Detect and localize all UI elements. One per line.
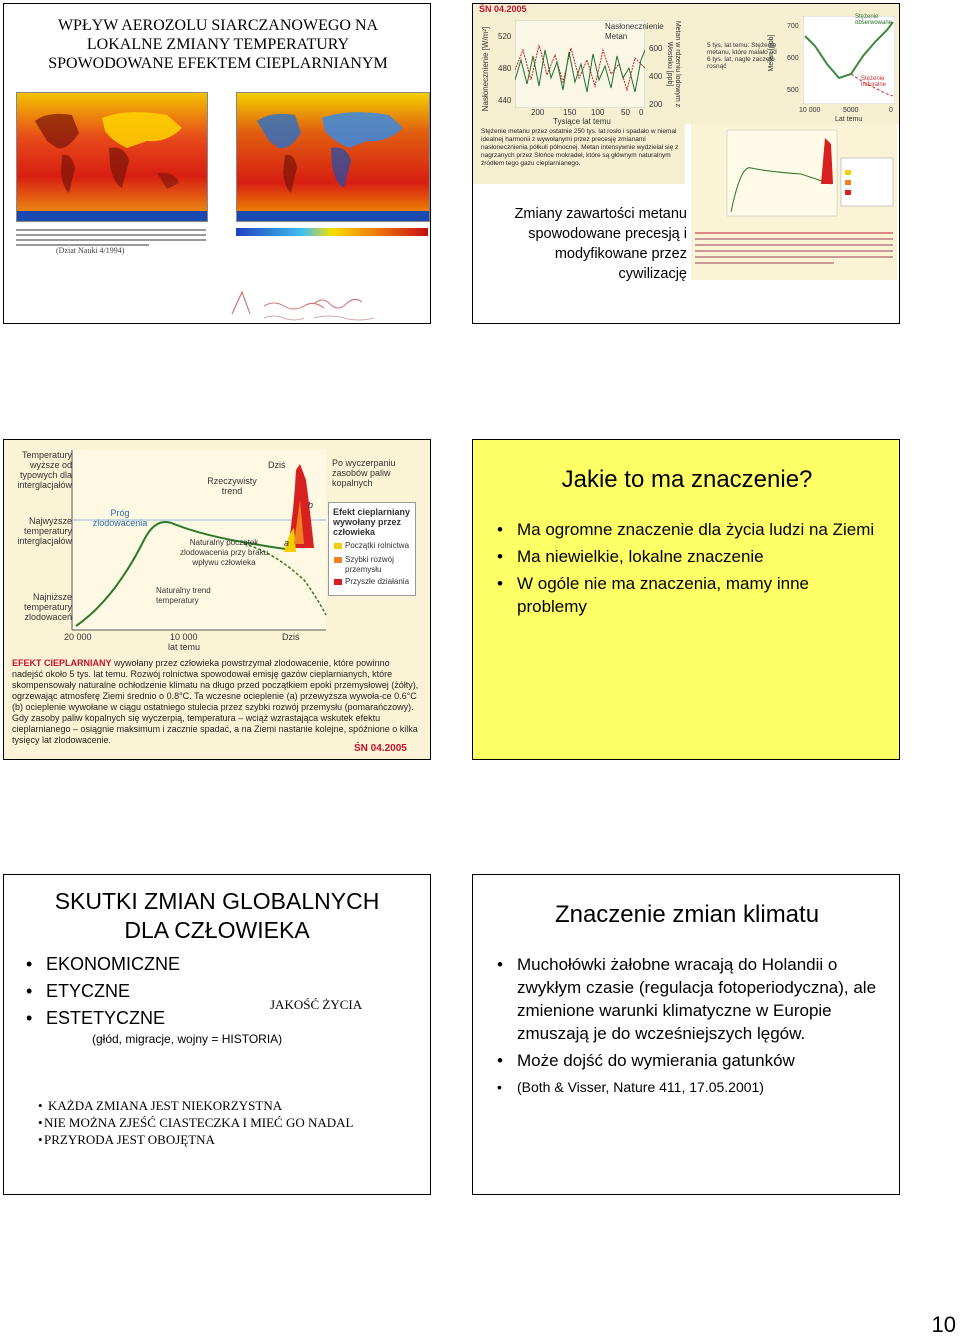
methane-inset-panel	[685, 4, 899, 124]
history-note: (głód, migracje, wojny = HISTORIA)	[92, 1032, 283, 1046]
legend-item-3: Przyszłe działania	[345, 577, 410, 586]
tick-x-20000: 20 000	[64, 632, 92, 642]
note-item: • PRZYRODA JEST OBOJĘTNA	[38, 1131, 428, 1148]
inset-title: 5 tys. lat temu: Stężenie metanu, które malało od 6 tys. lat, nagle zaczęło rosnąć	[707, 42, 777, 70]
inset-tick-y-2: 600	[787, 55, 799, 62]
legend-insolation: Nasłonecznienie	[605, 22, 664, 31]
quality-of-life: JAKOŚĆ ŻYCIA	[270, 997, 363, 1012]
mini-temperature-figure	[691, 124, 897, 280]
slide-title: Jakie to ma znaczenie?	[561, 466, 813, 493]
tick-x-3: 100	[591, 108, 605, 117]
label-fuels: Po wyczerpaniu zasobów paliw kopalnych	[332, 458, 396, 488]
reference-item: • (Both & Visser, Nature 411, 17.05.2001)	[497, 1076, 887, 1099]
axis-left-label: Nasłonecznienie [W/m²]	[481, 26, 490, 112]
mark-b: b	[308, 500, 314, 510]
tick-right-1: 600	[649, 44, 663, 53]
bullet-item: • Ma ogromne znaczenie dla życia ludzi na Ziemi	[497, 518, 877, 541]
bullet-item: • ETYCZNE	[26, 978, 266, 1005]
x-axis-label: Tysiące lat temu	[553, 117, 611, 126]
scale-bar	[236, 228, 428, 238]
mini-caption-lines	[695, 228, 893, 268]
axis-right-label: Metan w rdzeniu lodowym z Wostoku [ppb]	[666, 20, 681, 108]
note-item: • NIE MOŻNA ZJEŚĆ CIASTECZKA I MIEĆ GO NADAL	[38, 1114, 428, 1131]
figure-source-tag: ŚN 04.2005	[354, 743, 407, 754]
label-natural-start: Naturalny początek zlodowacenia przy braku wpływu człowieka	[179, 538, 269, 567]
tick-x-today: Dziś	[282, 632, 300, 642]
slide-aerosol-maps	[3, 3, 431, 324]
bullet-item: • Może dojść do wymierania gatunków	[497, 1049, 887, 1072]
inset-label-observed: Stężenie obserwowane	[855, 14, 893, 26]
bullet-item: • EKONOMICZNE	[26, 951, 266, 978]
world-map-left	[16, 92, 208, 222]
figure-caption-text: wywołany przez człowieka powstrzymał zlodowacenie, które powinno nadejść około 5 tys. lat temu. Rozwój rolnictwa spowodował emisję gazów cieplarnianych, które skompensowały naturalne ochłodzenie klimatu na długo przed początkiem epoki przemysłowej (żółty), ogrzewając atmosferę Ziemi średnio o 0.8°C. Ta wczesne ocieplenie (a) przewyższa wywoła-ce 0.6°C (b) ocieplenie wywołane w ciągu ostatniego stulecia przez szybki rozwój przemysłu (pomarańczowy). Gdy zasoby paliw kopalnych się wyczerpią, temperatura – wciąż wzrastająca wskutek efektu cieplarnianego – osiągnie maksimum i zacznie spadać, a na Ziemi nastanie kolejne, spóźnione o kilka tysięcy lat zlodowacenie.	[12, 658, 419, 745]
inset-chart	[803, 16, 895, 104]
slide-question	[472, 439, 900, 760]
slide-greenhouse-figure	[3, 439, 431, 760]
tick-right-2: 400	[649, 72, 663, 81]
figure-caption	[12, 658, 420, 746]
inset-tick-y-3: 500	[787, 87, 799, 94]
tick-x-1: 200	[531, 108, 545, 117]
note-item: • KAŻDA ZMIANA JEST NIEKORZYSTNA	[38, 1097, 428, 1114]
tick-x-10000: 10 000	[170, 632, 198, 642]
inset-ylabel: Metan [ppb]	[768, 34, 775, 72]
tick-left-3: 440	[498, 96, 512, 105]
label-temp-above: Temperatury wyższe od typowych dla interglacjałów	[17, 450, 72, 490]
source-note: (Dziat Nauki 4/1994)	[56, 246, 125, 255]
slide-title: WPŁYW AEROZOLU SIARCZANOWEGO NA LOKALNE ZMIANY TEMPERATURY SPOWODOWANE EFEKTEM CIEPLARNIANYM	[48, 17, 388, 72]
label-threshold: Próg zlodowacenia	[92, 508, 148, 528]
bullet-list	[497, 953, 887, 1099]
methane-chart-panel	[473, 4, 685, 184]
mark-a: a	[284, 538, 290, 548]
handwritten-annotation	[224, 284, 424, 324]
bullet-item: • ESTETYCZNE	[26, 1005, 266, 1032]
bullet-item: • Muchołówki żałobne wracają do Holandii o zwykłym czasie (regulacja fotoperiodyczna), ale zmienione warunki klimatyczne w Europie zmuszają je do wcześniejszych lęgów.	[497, 953, 887, 1045]
tick-x-2: 150	[563, 108, 577, 117]
inset-xlabel: Lat temu	[835, 116, 863, 123]
slide-text: Zmiany zawartości metanu spowodowane precesją i modyfikowane przez cywilizację	[514, 206, 687, 282]
slide-title: Znaczenie zmian klimatu	[554, 901, 820, 928]
slide-methane	[472, 3, 900, 324]
legend-methane: Metan	[605, 32, 628, 41]
legend-box-title: Efekt cieplarniany wywołany przez człowieka	[333, 507, 411, 537]
inset-tick-y-1: 700	[787, 23, 799, 30]
notes-list	[38, 1097, 428, 1148]
inset-tick-x-3: 0	[889, 107, 893, 114]
slide-effects	[3, 874, 431, 1195]
label-today: Dziś	[268, 460, 286, 470]
inset-tick-x-2: 5000	[843, 107, 859, 114]
slide-title: SKUTKI ZMIAN GLOBALNYCH DLA CZŁOWIEKA	[54, 888, 380, 943]
methane-caption: Stężenie metanu przez ostatnie 250 tys. lat rosło i spadało w niemal idealnej harmonii z wywołanymi przez precesję zmianami nasłonecznienia półkuli północnej. Metan intensywnie wydzielał się z nagrzanych przez Słońce mokradeł, które są głównym naturalnym źródłem tego gazu cieplarnianego.	[481, 128, 679, 167]
bullet-item: • Ma niewielkie, lokalne znaczenie	[497, 545, 877, 568]
inset-tick-x-1: 10 000	[799, 107, 821, 114]
bullet-list	[497, 518, 877, 618]
greenhouse-legend-box	[328, 502, 416, 596]
tick-x-5: 0	[639, 108, 644, 117]
tick-right-3: 200	[649, 100, 663, 109]
x-axis-label: lat temu	[168, 642, 201, 652]
label-real-trend: Rzeczywisty trend	[207, 476, 257, 496]
page-number: 10	[931, 1312, 956, 1337]
world-map-right	[236, 92, 430, 222]
bullet-item: • W ogóle nie ma znaczenia, mamy inne problemy	[497, 572, 877, 618]
legend-item-2: Szybki rozwój przemysłu	[345, 555, 394, 574]
legend-item-1: Początki rolnictwa	[345, 541, 410, 550]
slide-climate-meaning	[472, 874, 900, 1195]
tick-left-2: 480	[498, 64, 512, 73]
label-temp-lowest: Najniższe temperatury zlodowaceń	[23, 592, 72, 622]
figure-caption-title: EFEKT CIEPLARNIANY	[12, 658, 112, 668]
label-temp-highest: Najwyższe temperatury interglacjałów	[17, 516, 72, 546]
inset-label-natural: Stężenie naturalne	[861, 76, 887, 88]
effects-list	[26, 951, 266, 1032]
tick-x-4: 50	[621, 108, 630, 117]
tick-left-1: 520	[498, 32, 512, 41]
source-tag: ŚN 04.2005	[479, 4, 527, 14]
label-natural-trend: Naturalny trend temperatury	[156, 586, 211, 605]
